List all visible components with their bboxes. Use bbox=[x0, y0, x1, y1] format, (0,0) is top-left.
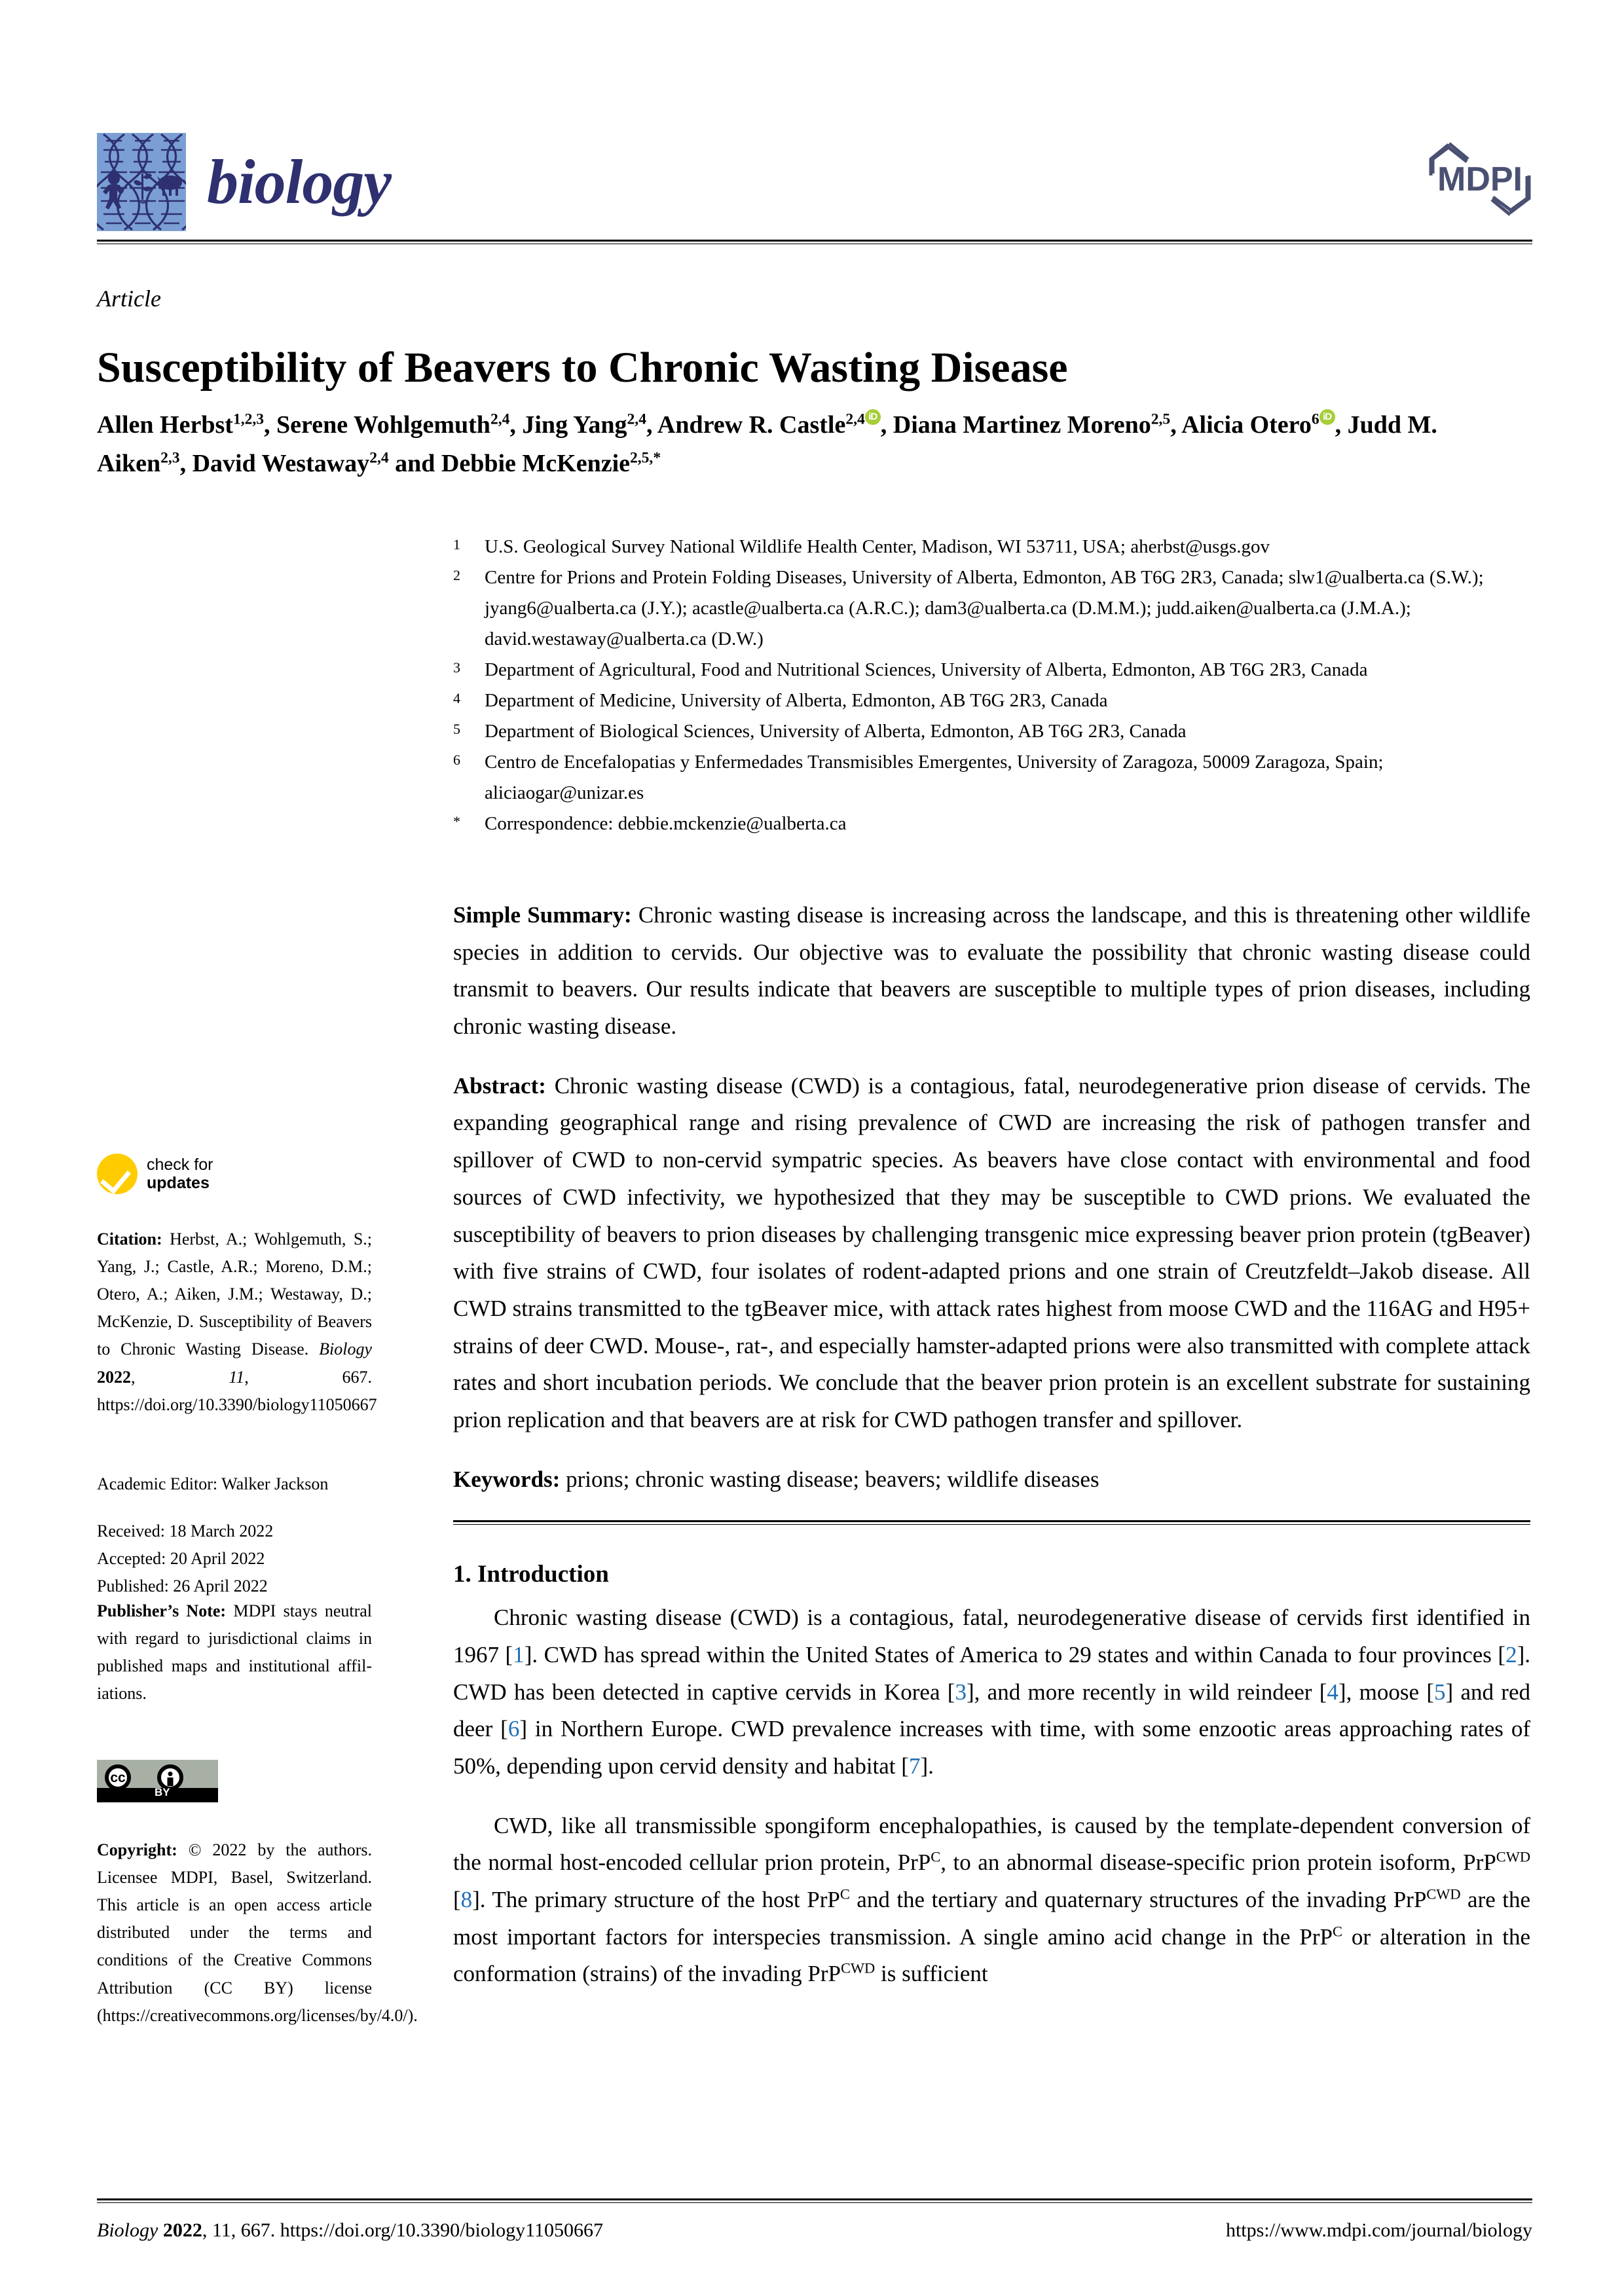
published-date: Published: 26 April 2022 bbox=[97, 1576, 268, 1596]
intro-text: ]. CWD has been detected in captive cervids in Korea [ bbox=[453, 1641, 1530, 1705]
citation-year: 2022 bbox=[97, 1367, 131, 1387]
orcid-icon[interactable]: iD bbox=[865, 409, 881, 425]
affiliation-text: Centro de Encefalopatias y Enfermedades Transmisibles Emergentes, University of Zaragoza, 50009 Zaragoza, Spain; aliciaogar@unizar.es bbox=[485, 751, 1384, 803]
intro-text: ] and red deer [ bbox=[453, 1679, 1530, 1742]
footer-divider bbox=[97, 2198, 1532, 2203]
mdpi-wordmark: MDPI bbox=[1437, 160, 1522, 198]
affiliation-item bbox=[453, 532, 1527, 562]
citation-ref-4[interactable]: 4 bbox=[1327, 1679, 1338, 1705]
author-name: Alicia Otero bbox=[1181, 411, 1312, 439]
affiliation-text: Department of Biological Sciences, University of Alberta, Edmonton, AB T6G 2R3, Canada bbox=[485, 720, 1187, 742]
abstract-label: Abstract: bbox=[453, 1072, 546, 1099]
affiliation-number: 3 bbox=[453, 659, 460, 676]
intro-text: ], moose [ bbox=[1338, 1679, 1434, 1705]
author-affil-sup: 2,4 bbox=[369, 449, 389, 467]
author-affil-sup: 2,4 bbox=[490, 410, 510, 428]
superscript-C: C bbox=[931, 1848, 941, 1865]
affiliation-text: U.S. Geological Survey National Wildlife Health Center, Madison, WI 53711, USA; aherbst@usgs.gov bbox=[485, 536, 1270, 557]
superscript-CWD: CWD bbox=[1496, 1848, 1531, 1865]
author-affil-sup: 2,5,* bbox=[630, 449, 661, 467]
affiliation-text: Department of Agricultural, Food and Nutritional Sciences, University of Alberta, Edmonton, AB T6G 2R3, Canada bbox=[485, 659, 1368, 680]
journal-title: biology bbox=[207, 147, 391, 217]
orcid-icon[interactable]: iD bbox=[1320, 409, 1335, 425]
superscript-C: C bbox=[840, 1886, 850, 1903]
author-name: Judd M. Aiken bbox=[97, 411, 1437, 477]
citation-ref-3[interactable]: 3 bbox=[955, 1679, 967, 1705]
check-for-label: check for bbox=[147, 1156, 213, 1174]
header-divider bbox=[97, 240, 1532, 244]
citation-authors: Herbst, A.; Wohlgemuth, S.; Yang, J.; Castle, A.R.; Moreno, D.M.; Otero, A.; Aiken, J.M.; Westaway, D.; McKenzie, D. Susceptibility of Beavers to Chronic Wasting Disease. bbox=[97, 1230, 372, 1359]
author-affil-sup: 6 bbox=[1311, 410, 1320, 428]
author-affil-sup: 2,4 bbox=[627, 410, 646, 428]
crossmark-badge[interactable] bbox=[97, 1154, 372, 1194]
keywords-label: Keywords: bbox=[453, 1466, 561, 1492]
intro-text: [ bbox=[453, 1887, 461, 1913]
author-name: Serene Wohlgemuth bbox=[276, 411, 490, 439]
author-name: Allen Herbst bbox=[97, 411, 233, 439]
page-footer bbox=[97, 2219, 1532, 2242]
citation-ref-6[interactable]: 6 bbox=[507, 1716, 520, 1742]
intro-text: ] in Northern Europe. CWD prevalence increases with time, with some enzootic areas approaching rates of 50%, depending upon cervid density and habitat [ bbox=[453, 1716, 1530, 1779]
simple-summary-label: Simple Summary: bbox=[453, 902, 632, 928]
abstract-text: Chronic wasting disease (CWD) is a contagious, fatal, neurodegenerative prion disease of cervids. The expanding geographical range and rising prevalence of CWD are increasing the risk of pathogen transfer and spillover of CWD to non-cervid sympatric species. As beavers have close contact with environmental and food sources of CWD infectivity, we hypothesized that they may be susceptible to CWD prions. We evaluated the susceptibility of beavers to prion diseases by challenging transgenic mice expressing beaver prion protein (tgBeaver) with five strains of CWD, four isolates of rodent-adapted prions and one strain of Creutzfeldt–Jakob disease. All CWD strains transmitted to the tgBeaver mice, with attack rates highest from moose CWD and the 116AG and H95+ strains of deer CWD. Mouse-, rat-, and especially hamster-adapted prions were also transmitted with complete attack rates and short incubation periods. We conclude that the beaver prion protein is an excellent substrate for sustaining prion replication and that beavers are at risk for CWD pathogen transfer and spillover. bbox=[453, 1072, 1530, 1432]
citation-label: Citation: bbox=[97, 1230, 162, 1248]
article-type-label: Article bbox=[97, 285, 161, 312]
copyright-label: Copyright: bbox=[97, 1840, 177, 1859]
intro-paragraph-2 bbox=[453, 1808, 1530, 1993]
superscript-CWD: CWD bbox=[840, 1959, 876, 1977]
intro-text: ]. The primary structure of the host PrP bbox=[472, 1887, 840, 1913]
citation-volume: 11 bbox=[229, 1367, 245, 1387]
author-name: Jing Yang bbox=[522, 411, 627, 439]
correspondence-item bbox=[453, 809, 1527, 839]
intro-text: ]. bbox=[920, 1753, 934, 1779]
footer-url[interactable]: https://www.mdpi.com/journal/biology bbox=[1225, 2219, 1532, 2241]
affiliation-item bbox=[453, 655, 1527, 685]
author-list: Allen Herbst$^{1,2,3}$, Serene Wohlgemuth$^{2,4}$, Jing Yang$^{2,4}$, Andrew R. Castle$^{2,4}$ iD , Diana Martinez Moreno$^{2,5}$, Alicia Otero$^6$ iD , Judd M. Aiken$^{2,3}$, David Westaway$^{2,4}$ and Debbie McKenzie$^{2,5,*}$ bbox=[97, 410, 1437, 477]
citation-block: Citation: Herbst, A.; Wohlgemuth, S.; Yang, J.; Castle, A.R.; Moreno, D.M.; Otero, A.; Aiken, J.M.; Westaway, D.; McKenzie, D. Susceptibility of Beavers to Chronic Wasting Disease. Biology 2022, 11, 667. https://doi.org/10.3390/biology11050667 bbox=[97, 1230, 377, 1414]
intro-text: and the tertiary and quaternary structures of the invading PrP bbox=[849, 1887, 1427, 1913]
citation-doi[interactable]: , 667. https://doi.org/10.3390/biology11050667 bbox=[97, 1367, 377, 1414]
author-affil-sup: 2,3 bbox=[160, 449, 180, 467]
mdpi-logo-icon bbox=[1428, 139, 1532, 221]
author-name: Debbie McKenzie bbox=[441, 449, 630, 477]
affiliation-item bbox=[453, 685, 1527, 716]
correspondence-marker: * bbox=[453, 812, 460, 829]
author-affil-sup: 2,5 bbox=[1151, 410, 1171, 428]
affiliation-item bbox=[453, 747, 1527, 809]
author-affil-sup: 1,2,3 bbox=[232, 410, 265, 428]
abstract-paragraph bbox=[453, 1068, 1530, 1439]
intro-text: are the most important factors for interspecies transmission. A single amino acid change in the PrP bbox=[453, 1887, 1531, 1950]
simple-summary-paragraph bbox=[453, 897, 1530, 1046]
author-name: Andrew R. Castle bbox=[657, 411, 846, 439]
intro-text: , to an abnormal disease-specific prion protein isoform, PrP bbox=[940, 1850, 1496, 1876]
creative-commons-icon: cc bbox=[105, 1764, 131, 1791]
keywords-paragraph bbox=[453, 1461, 1530, 1499]
journal-logo bbox=[97, 133, 391, 231]
affiliation-text: Centre for Prions and Protein Folding Diseases, University of Alberta, Edmonton, AB T6G 2R3, Canada; slw1@ualberta.ca (S.W.); jyang6@ualberta.ca (J.Y.); acastle@ualberta.ca (A.R.C.); dam3@ualberta.ca (D.M.M.); judd.aiken@ualberta.ca (J.M.A.); david.westaway@ualberta.ca (D.W.) bbox=[485, 566, 1484, 649]
intro-text: ]. CWD has spread within the United States of America to 29 states and within Canada to four provinces [ bbox=[524, 1641, 1506, 1667]
copyright-block bbox=[97, 1836, 418, 2030]
publication-dates bbox=[97, 1518, 372, 1600]
intro-text: is sufficient bbox=[875, 1961, 988, 1987]
superscript-CWD: CWD bbox=[1426, 1886, 1461, 1903]
correspondence-text: Correspondence: debbie.mckenzie@ualberta.ca bbox=[485, 812, 847, 834]
page-header bbox=[97, 128, 1532, 239]
updates-label: updates bbox=[147, 1174, 210, 1192]
copyright-text: © 2022 by the authors. Licensee MDPI, Basel, Switzerland. This article is an open access article distributed under the terms and conditions of the Creative Commons Attribution (CC BY) license (https://creativecommons.org/licenses/by/4.0/). bbox=[97, 1840, 418, 2025]
citation-journal: Biology bbox=[319, 1339, 372, 1359]
affiliation-item bbox=[453, 716, 1527, 747]
main-content bbox=[453, 897, 1530, 2015]
footer-year: 2022 bbox=[162, 2219, 202, 2241]
affiliation-number: 4 bbox=[453, 689, 460, 706]
citation-ref-2[interactable]: 2 bbox=[1505, 1641, 1517, 1667]
citation-ref-8[interactable]: 8 bbox=[460, 1887, 473, 1913]
academic-editor: Academic Editor: Walker Jackson bbox=[97, 1474, 329, 1493]
citation-ref-1[interactable]: 1 bbox=[513, 1641, 525, 1667]
page-title: Susceptibility of Beavers to Chronic Wasting Disease bbox=[97, 344, 1068, 392]
author-affil-sup: 2,4 bbox=[845, 410, 865, 428]
affiliation-number: 2 bbox=[453, 566, 460, 583]
affiliation-number: 1 bbox=[453, 536, 460, 553]
keywords-text: prions; chronic wasting disease; beavers; wildlife diseases bbox=[560, 1466, 1099, 1492]
footer-journal: Biology bbox=[97, 2219, 158, 2241]
citation-ref-7[interactable]: 7 bbox=[908, 1753, 921, 1779]
superscript-C: C bbox=[1332, 1923, 1342, 1940]
cc-by-label: BY bbox=[155, 1786, 170, 1799]
affiliations-list bbox=[453, 532, 1527, 839]
affiliation-number: 6 bbox=[453, 751, 460, 768]
footer-doi[interactable]: , 11, 667. https://doi.org/10.3390/biology11050667 bbox=[202, 2219, 604, 2241]
publisher-note bbox=[97, 1597, 372, 1707]
intro-paragraph-1 bbox=[453, 1599, 1530, 1785]
intro-text: CWD, like all transmissible spongiform encephalopathies, is caused by the template-dependent conversion of the normal host-encoded cellular prion protein, PrP bbox=[453, 1812, 1530, 1876]
author-name: Diana Martinez Moreno bbox=[893, 411, 1151, 439]
affiliation-text: Department of Medicine, University of Alberta, Edmonton, AB T6G 2R3, Canada bbox=[485, 689, 1108, 711]
intro-text: or alteration in the conformation (strains) of the invading PrP bbox=[453, 1923, 1530, 1987]
intro-text: ], and more recently in wild reindeer [ bbox=[966, 1679, 1327, 1705]
footer-citation bbox=[97, 2219, 603, 2242]
simple-summary-text: Chronic wasting disease is increasing across the landscape, and this is threatening other wildlife species in addition to cervids. Our objective was to evaluate the possibility that chronic wasting disease could transmit to beavers. Our results indicate that beavers are susceptible to multiple types of prion diseases, including chronic wasting disease. bbox=[453, 902, 1530, 1040]
publisher-note-text: MDPI stays neutral with regard to jurisdictional claims in published maps and institutional affil-iations. bbox=[97, 1601, 373, 1704]
cc-license-badge[interactable] bbox=[97, 1760, 372, 1802]
dna-helix-icon bbox=[97, 133, 186, 231]
affiliation-number: 5 bbox=[453, 720, 460, 737]
section-divider bbox=[453, 1520, 1530, 1525]
checkmark-icon bbox=[97, 1154, 138, 1194]
publisher-note-label: Publisher’s Note: bbox=[97, 1601, 227, 1620]
section-heading-introduction: 1. Introduction bbox=[453, 1561, 609, 1588]
intro-text: Chronic wasting disease (CWD) is a contagious, fatal, neurodegenerative disease of cervids first identified in 1967 [ bbox=[453, 1605, 1530, 1667]
accepted-date: Accepted: 20 April 2022 bbox=[97, 1549, 265, 1569]
received-date: Received: 18 March 2022 bbox=[97, 1522, 274, 1540]
author-name: David Westaway bbox=[192, 449, 370, 477]
citation-ref-5[interactable]: 5 bbox=[1433, 1679, 1446, 1705]
affiliation-item bbox=[453, 562, 1527, 655]
